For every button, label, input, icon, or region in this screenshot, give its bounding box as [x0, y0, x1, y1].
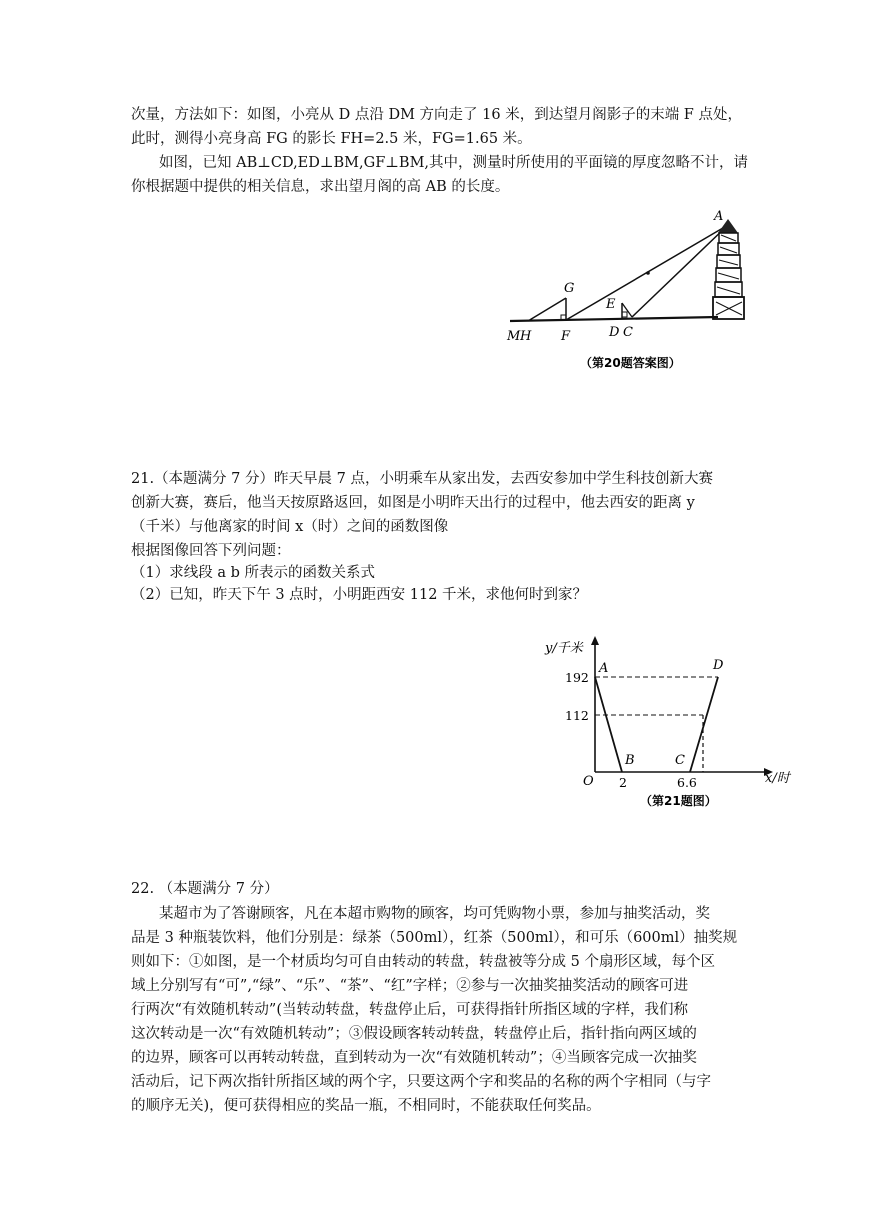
q21-text-line-5: （1）求线段 a b 所表示的函数关系式 — [131, 565, 375, 581]
label-F: F — [561, 329, 571, 344]
q22-text-line-7: 这次转动是一次“有效随机转动”；③假设顾客转动转盘，转盘停止后，指针指向两区域的 — [131, 1026, 697, 1042]
q21-text-line-2: 创新大赛，赛后，他当天按原路返回，如图是小明昨天出行的过程中，他去西安的距离 y — [131, 495, 695, 511]
tick-112: 112 — [565, 708, 589, 723]
point-A-label: A — [599, 661, 609, 676]
q22-text-line-2: 某超市为了答谢顾客，凡在本超市购物的顾客，均可凭购物小票，参加与抽奖活动，奖 — [159, 906, 710, 922]
q20-figure-caption: （第20题答案图） — [580, 356, 681, 370]
q22-text-line-5: 域上分别写有“可”,“绿”、“乐”、“茶”、“红”字样；②参与一次抽奖抽奖活动的顾客可进 — [131, 978, 689, 994]
q20-text-line-4: 你根据题中提供的相关信息，求出望月阁的高 AB 的长度。 — [131, 179, 510, 195]
q21-figure-caption: （第21题图） — [640, 794, 717, 808]
y-axis-label: y/千米 — [545, 641, 583, 656]
q22-text-line-6: 行两次“有效随机转动”(当转动转盘，转盘停止后，可获得指针所指区域的字样，我们称 — [131, 1002, 688, 1018]
q20-text-line-2: 此时，测得小亮身高 FG 的影长 FH=2.5 米，FG=1.65 米。 — [131, 131, 532, 147]
q21-figure — [540, 632, 810, 817]
q22-text-line-8: 的边界，顾客可以再转动转盘，直到转动为一次“有效随机转动”；④当顾客完成一次抽奖 — [131, 1050, 697, 1066]
ray-dot — [646, 271, 650, 275]
q22-text-line-9: 活动后，记下两次指针所指区域的两个字，只要这两个字和奖品的名称的两个字相同（与字 — [131, 1074, 711, 1090]
point-C-label: C — [675, 753, 685, 768]
q20-figure — [500, 205, 770, 380]
label-C: C — [623, 325, 633, 340]
point-B-label: B — [625, 753, 635, 768]
q21-text-line-6: （2）已知，昨天下午 3 点时，小明距西安 112 千米，求他何时到家？ — [131, 587, 588, 603]
label-E: E — [606, 297, 616, 312]
x-axis-label: x/时 — [765, 771, 790, 786]
q21-text-line-4: 根据图像回答下列问题： — [131, 543, 291, 559]
y-axis-arrow — [591, 636, 599, 645]
ground-line — [510, 317, 718, 321]
label-M: M — [507, 329, 521, 344]
label-A: A — [714, 209, 724, 224]
label-G: G — [564, 281, 575, 296]
q22-text-line-1: 22. （本题满分 7 分） — [131, 881, 279, 897]
point-D-label: D — [713, 658, 724, 673]
q22-text-line-4: 则如下：①如图，是一个材质均匀可自由转动的转盘，转盘被等分成 5 个扇形区域，每个区 — [131, 954, 715, 970]
q22-text-line-3: 品是 3 种瓶装饮料，他们分别是：绿茶（500ml），红茶（500ml），和可乐（600ml）抽奖规 — [131, 930, 738, 946]
q20-text-line-1: 次量，方法如下：如图，小亮从 D 点沿 DM 方向走了 16 米，到达望月阁影子的末端 F 点处， — [131, 107, 742, 123]
q21-text-line-1: 21.（本题满分 7 分）昨天早晨 7 点，小明乘车从家出发，去西安参加中学生科技创新大赛 — [131, 471, 713, 487]
tick-6-6: 6.6 — [677, 775, 697, 790]
segment-AB — [595, 677, 622, 772]
label-H: H — [520, 329, 532, 344]
shadow-ray-HG — [528, 298, 566, 321]
q22-text-line-10: 的顺序无关)，便可获得相应的奖品一瓶，不相同时，不能获取任何奖品。 — [131, 1098, 601, 1114]
segment-CD — [690, 677, 718, 772]
tick-2: 2 — [619, 775, 627, 790]
tick-192: 192 — [565, 670, 589, 685]
q20-text-line-3: 如图，已知 AB⊥CD,ED⊥BM,GF⊥BM,其中，测量时所使用的平面镜的厚度忽略不计，请 — [159, 155, 749, 171]
origin-label: O — [583, 774, 594, 789]
q21-text-line-3: （千米）与他离家的时间 x（时）之间的函数图像 — [131, 519, 449, 535]
label-D: D — [609, 325, 620, 340]
